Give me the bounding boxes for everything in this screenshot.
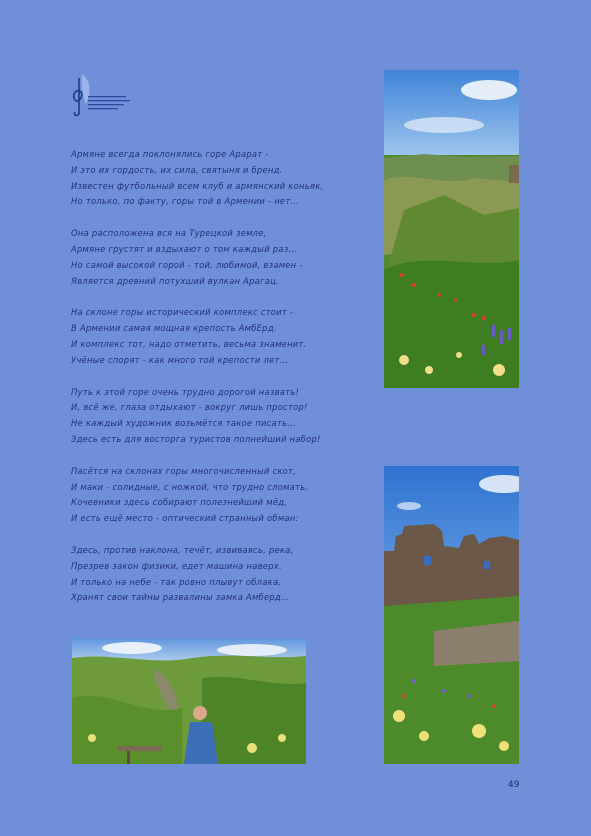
poem	[71, 147, 371, 622]
stanza	[71, 385, 371, 448]
poem-line: Она расположена вся на Турецкой земле,	[71, 228, 267, 239]
poem-line: Армяне грустят и вздыхают о том каждый раз...	[71, 243, 298, 254]
poem-line: И, всё же, глаза отдыхают - вокруг лишь простор!	[71, 402, 308, 413]
stanza	[71, 147, 371, 210]
page-number: 49	[508, 780, 520, 790]
stanza	[71, 305, 371, 368]
poem-line: Презрев закон физики, едет машина наверх.	[71, 560, 282, 571]
poem-line: Путь к этой горе очень трудно дорогой назвать!	[71, 386, 300, 397]
poem-line: И маки - солидные, с ножкой, что трудно сломать.	[71, 481, 309, 492]
poem-line: Но только, по факту, горы той в Армении - нет...	[71, 196, 300, 207]
poem-line: И есть ещё место - оптический странный обман:	[71, 513, 299, 524]
stanza	[71, 464, 371, 527]
poem-line: На склоне горы исторический комплекс стоит -	[71, 307, 294, 318]
poem-line: И только на небе - так ровно плывут облака,	[71, 576, 282, 587]
poem-line: Кочевники здесь собирают полезнейший мёд,	[71, 497, 288, 508]
canyon-view-photo	[72, 638, 306, 764]
poem-line: И комплекс тот, надо отметить, весьма знаменит.	[71, 338, 307, 349]
poem-line: Известен футбольный всем клуб и армянский коньяк,	[71, 180, 324, 191]
logo	[68, 70, 138, 118]
amberd-fortress-photo	[384, 466, 519, 764]
poem-line: Армяне всегда поклонялись горе Арарат -	[71, 149, 269, 159]
poem-line: Пасётся на склонах горы многочисленный скот,	[71, 465, 297, 476]
poem-line: Хранят свои тайны развалины замка Амберд...	[71, 592, 290, 603]
stanza	[71, 543, 371, 606]
poem-line: Здесь есть для восторга туристов полнейший набор!	[71, 433, 321, 444]
mountain-meadow-photo	[384, 70, 519, 388]
stanza	[71, 226, 371, 289]
poem-line: Здесь, против наклона, течёт, извиваясь, река,	[71, 544, 294, 555]
poem-line: Не каждый художник возьмётся такое писать...	[71, 418, 296, 429]
poem-line: Но самой высокой горой - той, любимой, взамен -	[71, 259, 303, 270]
poem-line: Учёные спорят - как много той крепости лет...	[71, 354, 289, 365]
poem-line: Является древний потухший вулкан Арагац.	[71, 275, 279, 286]
poem-line: И это их гордость, их сила, святыня и бренд.	[71, 164, 283, 175]
treble-clef-feather-icon	[68, 70, 138, 118]
poem-line: В Армении самая мощная крепость АмбЕрд.	[71, 323, 277, 334]
